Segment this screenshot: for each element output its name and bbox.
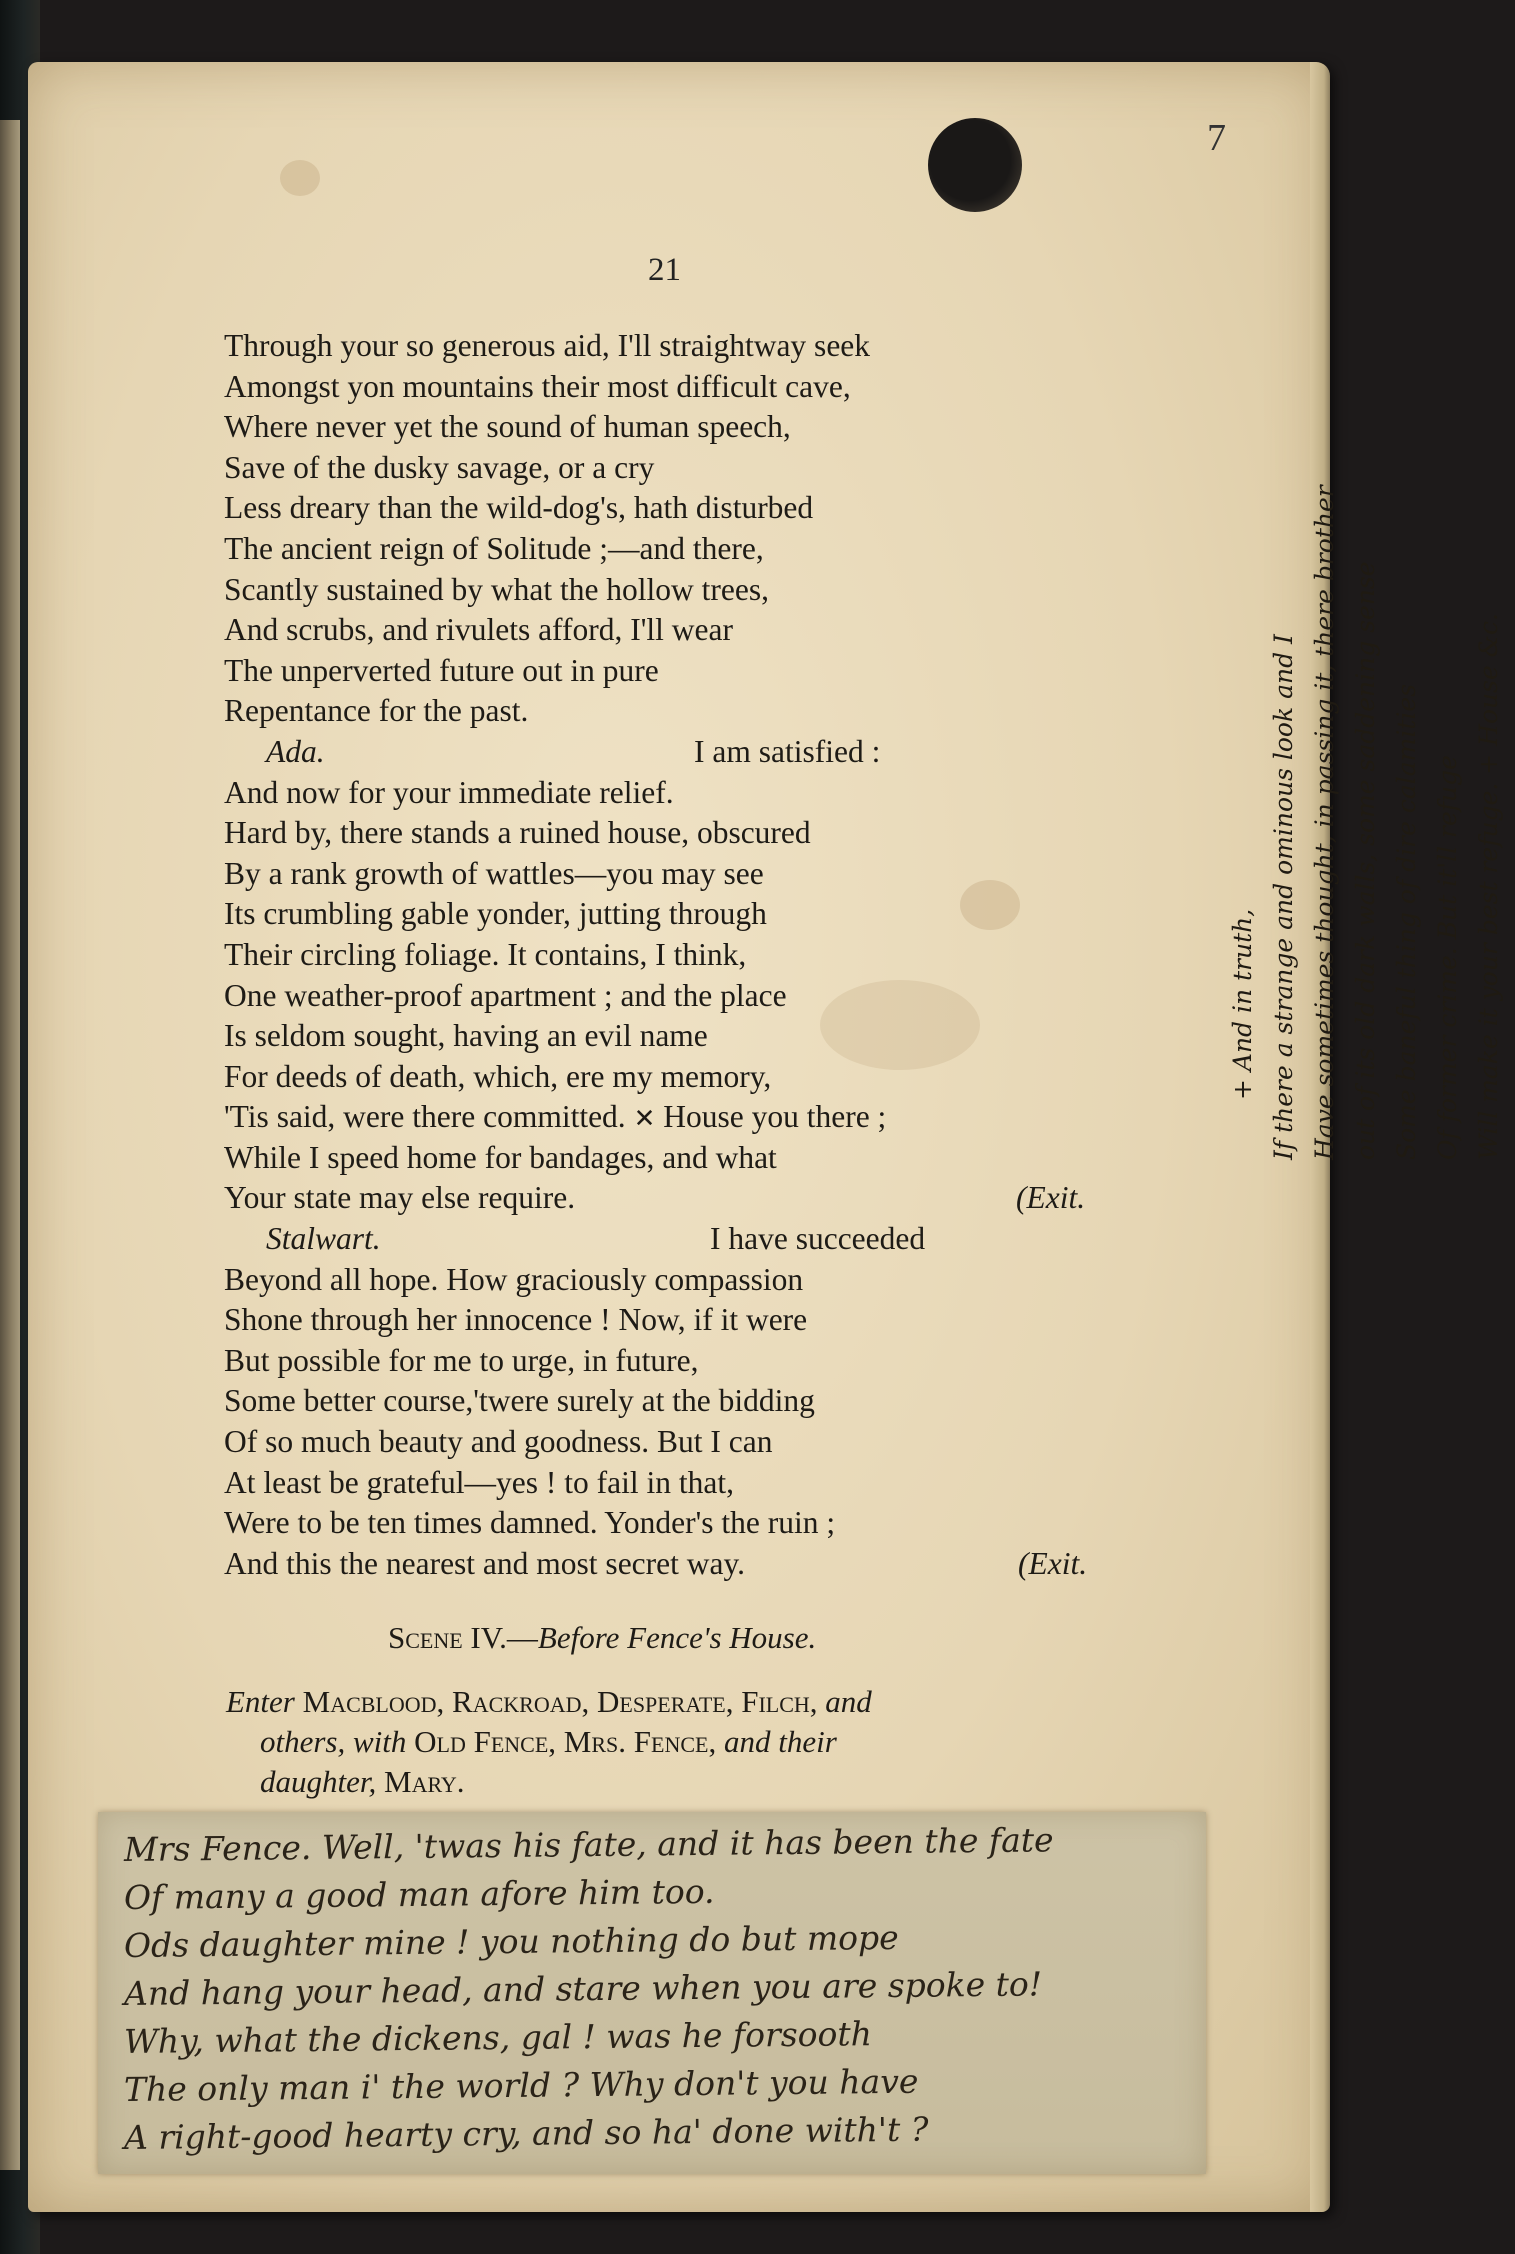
handwritten-line: And hang your head, and stare when you are spoke to!	[123, 1964, 1043, 2013]
verse-line: Through your so generous aid, I'll straightway seek	[224, 328, 871, 363]
character-name: Mary.	[384, 1764, 465, 1799]
scene-setting: Before Fence's House.	[537, 1620, 817, 1655]
enter-and: and	[825, 1684, 872, 1719]
margin-note-line: out of its old dark walls, some saddening sense	[1351, 561, 1380, 1160]
handwritten-line: Mrs Fence. Well, 'twas his fate, and it has been the fate	[123, 1820, 1054, 1869]
verse-line: Scantly sustained by what the hollow trees,	[224, 571, 770, 607]
verse-line: For deeds of death, which, ere my memory,	[224, 1058, 772, 1094]
verse-line: One weather-proof apartment ; and the place	[224, 977, 787, 1013]
verse-line: By a rank growth of wattles—you may see	[224, 855, 764, 891]
verse-line: Is seldom sought, having an evil name	[224, 1018, 708, 1054]
scene-dash: —	[506, 1620, 538, 1655]
speech-heading-ada	[224, 732, 1124, 773]
pasted-handwritten-slip	[98, 1812, 1206, 2174]
verse-line: Where never yet the sound of human speech,	[224, 409, 791, 445]
verse-line: Were to be ten times damned. Yonder's the ruin ;	[224, 1505, 836, 1541]
folio-number: 7	[1207, 117, 1226, 159]
verse-line: Amongst yon mountains their most difficult cave,	[224, 368, 851, 404]
enter-line	[226, 1722, 1126, 1762]
verse-text	[224, 326, 1124, 1584]
enter-others: others, with	[260, 1724, 407, 1759]
punched-hole	[928, 118, 1022, 212]
margin-note-line: Some baneful thing of dire calamities	[1392, 683, 1421, 1160]
verse-line: Their circling foliage. It contains, I think,	[224, 936, 747, 972]
margin-handwritten-note	[1228, 60, 1515, 1160]
speaker-name: Ada.	[266, 733, 325, 769]
verse-line-text: Your state may else require.	[224, 1180, 576, 1216]
speech-heading-stalwart	[224, 1219, 1124, 1260]
handwritten-line: Ods daughter mine ! you nothing do but mope	[123, 1917, 899, 1965]
margin-note-line: If there a strange and ominous look and I	[1269, 634, 1298, 1160]
speaker-name: Stalwart.	[266, 1221, 381, 1257]
handwritten-line: A right-good hearty cry, and so ha' done with't ?	[123, 2109, 929, 2157]
verse-line: But possible for me to urge, in future,	[224, 1342, 699, 1378]
scene-label: Scene IV.	[388, 1620, 507, 1655]
verse-line: While I speed home for bandages, and what	[224, 1139, 777, 1175]
committed-text: 'Tis said, were there committed.	[224, 1099, 626, 1135]
stage-direction-exit: (Exit.	[1018, 1545, 1088, 1581]
stage-direction-exit: (Exit.	[1016, 1180, 1086, 1216]
verse-line: And scrubs, and rivulets afford, I'll wear	[224, 612, 733, 648]
verse-line: The ancient reign of Solitude ;—and there,	[224, 530, 764, 566]
verse-line: Of so much beauty and goodness. But I can	[224, 1424, 773, 1460]
speech-first-line: I am satisfied :	[694, 733, 881, 769]
enter-word: Enter	[226, 1684, 295, 1719]
verse-line: The unperverted future out in pure	[224, 652, 659, 688]
margin-note-line: Of former crime. But it'll refuge	[1433, 755, 1462, 1160]
insertion-mark-icon: ✕	[633, 1104, 656, 1135]
verse-line: Beyond all hope. How graciously compassion	[224, 1261, 804, 1297]
character-names: Old Fence, Mrs. Fence,	[414, 1724, 717, 1759]
enter-daughter: daughter,	[260, 1764, 377, 1799]
verse-line-exit	[224, 1544, 1124, 1585]
verse-line: Save of the dusky savage, or a cry	[224, 449, 655, 485]
enter-line	[226, 1682, 1126, 1722]
enter-line	[226, 1762, 1126, 1802]
stage-direction-enter	[226, 1682, 1126, 1802]
scene-heading	[388, 1620, 816, 1656]
margin-note-line: + And in truth,	[1228, 908, 1257, 1100]
handwritten-line: Why, what the dickens, gal ! was he forsooth	[123, 2014, 873, 2061]
verse-line: Less dreary than the wild-dog's, hath disturbed	[224, 490, 814, 526]
book-spine	[0, 120, 20, 2170]
verse-line: And now for your immediate relief.	[224, 774, 674, 810]
verse-line: Some better course,'twere surely at the bidding	[224, 1383, 815, 1419]
committed-text-after: House you there ;	[663, 1099, 887, 1135]
speech-first-line: I have succeeded	[710, 1221, 926, 1257]
enter-tail: and their	[723, 1724, 837, 1759]
paper-stain	[280, 160, 320, 196]
verse-line: Shone through her innocence ! Now, if it were	[224, 1302, 808, 1338]
verse-line: Repentance for the past.	[224, 693, 529, 729]
handwritten-line: The only man i' the world ? Why don't you have	[123, 2061, 919, 2109]
handwritten-line: Of many a good man afore him too.	[123, 1871, 715, 1917]
margin-note-line: Have sometimes thought, in passing it, there brother	[1310, 485, 1339, 1160]
verse-line-committed	[224, 1097, 1124, 1138]
verse-line: At least be grateful—yes ! to fail in that,	[224, 1464, 734, 1500]
character-names: Macblood, Rackroad, Desperate, Filch,	[302, 1684, 818, 1719]
page-number: 21	[648, 252, 681, 288]
verse-line: Hard by, there stands a ruined house, obscured	[224, 815, 811, 851]
verse-line-text: And this the nearest and most secret way.	[224, 1545, 746, 1581]
verse-line-exit	[224, 1178, 1124, 1219]
verse-line: Its crumbling gable yonder, jutting through	[224, 896, 767, 932]
margin-note-line: Will make it your best refuge. + House &c.	[1474, 613, 1503, 1160]
